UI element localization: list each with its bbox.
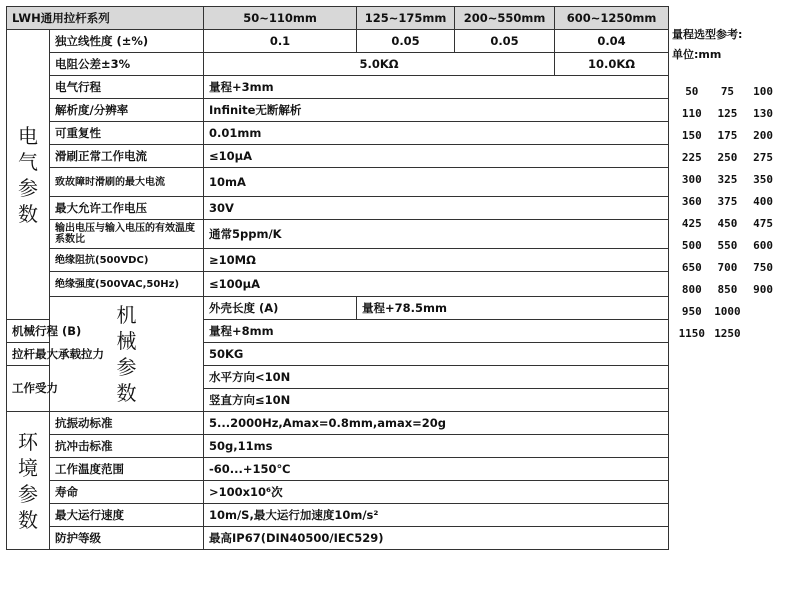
range-value: 275 [753,150,773,164]
cell-value: 0.05 [455,30,555,53]
cell-value: 水平方向<10N [204,366,669,389]
range-value: 600 [753,238,773,252]
cell-value: 10m/S,最大运行加速度10m/s² [204,504,669,527]
cell-value: 0.1 [204,30,357,53]
table-row [7,30,669,53]
range-header-2: 125~175mm [357,7,455,30]
range-value: 650 [681,260,702,274]
range-header-3: 200~550mm [455,7,555,30]
row-label: 最大运行速度 [50,504,204,527]
range-value: 800 [681,282,702,296]
row-label: 外壳长度 (A) [204,297,357,320]
row-label: 解析度/分辨率 [50,99,204,122]
range-grid [674,80,782,344]
cell-value: 量程+8mm [204,320,669,343]
range-value: 900 [753,282,773,296]
category-electrical: 电 气 参 数 [7,30,50,320]
cell-value: Infinite无断解析 [204,99,669,122]
range-value: 350 [753,172,773,186]
range-reference-unit: 单位:mm [672,48,722,61]
range-value: 110 [681,106,702,120]
range-row [674,322,782,344]
cell-value: 量程+3mm [204,76,669,99]
range-value: 250 [717,150,738,164]
range-row [674,190,782,212]
cell-value: ≤10μA [204,145,669,168]
table-row [7,168,669,197]
cell-value: 5.0KΩ [204,53,555,76]
row-label: 电阻公差±3% [50,53,204,76]
range-value: 1000 [714,304,741,318]
table-row [7,297,669,320]
cell-value: ≤100μA [204,272,669,297]
row-label: 致故障时滑刷的最大电流 [50,168,204,197]
table-row [7,197,669,220]
range-value: 75 [720,84,735,98]
range-row [674,80,782,102]
table-row [7,458,669,481]
range-value: 225 [681,150,702,164]
range-value: 750 [753,260,773,274]
range-value: 450 [717,216,738,230]
series-header: LWH通用拉杆系列 [7,7,204,30]
row-label: 绝缘阻抗(500VDC) [50,249,204,272]
table-row [7,76,669,99]
table-row [7,272,669,297]
range-value: 850 [717,282,738,296]
row-label: 寿命 [50,481,204,504]
range-value: 50 [685,84,699,98]
cell-value: 0.04 [555,30,669,53]
range-row [674,234,782,256]
row-label: 拉杆最大承载拉力 [7,343,50,366]
range-reference-title: 量程选型参考: [672,28,743,41]
category-environment: 环 境 参 数 [7,412,50,550]
range-row [674,212,782,234]
cell-value: 10.0KΩ [555,53,669,76]
row-label: 机械行程 (B) [7,320,50,343]
cell-value: 0.01mm [204,122,669,145]
range-value: 100 [753,84,773,98]
range-value: 300 [681,172,702,186]
cell-value: >100x10⁶次 [204,481,669,504]
range-row [674,168,782,190]
range-value: 325 [717,172,738,186]
range-value: 1150 [678,326,706,340]
table-row [7,220,669,249]
range-row [674,146,782,168]
cell-value: 竖直方向≤10N [204,389,669,412]
table-row [7,435,669,458]
range-value: 175 [717,128,738,142]
range-value: 475 [753,216,773,230]
cell-value: 30V [204,197,669,220]
row-label: 电气行程 [50,76,204,99]
range-header-4: 600~1250mm [555,7,669,30]
row-label: 防护等级 [50,527,204,550]
table-row [7,504,669,527]
row-label: 滑刷正常工作电流 [50,145,204,168]
range-value: 500 [681,238,702,252]
range-value: 400 [753,194,773,208]
cell-value: 10mA [204,168,669,197]
cell-value: 50KG [204,343,669,366]
cell-value: 50g,11ms [204,435,669,458]
row-label: 抗冲击标准 [50,435,204,458]
cell-value: 5...2000Hz,Amax=0.8mm,amax=20g [204,412,669,435]
row-label: 工作温度范围 [50,458,204,481]
table-row [7,412,669,435]
range-value: 700 [717,260,738,274]
table-row [7,53,669,76]
row-label: 绝缘强度(500VAC,50Hz) [50,272,204,297]
header-row [7,7,669,30]
row-label: 独立线性度 (±%) [50,30,204,53]
range-value: 950 [681,304,702,318]
row-label: 工作受力 [7,366,50,412]
range-value: 550 [717,238,738,252]
row-label: 抗振动标准 [50,412,204,435]
range-value: 130 [753,106,773,120]
range-value: 150 [681,128,702,142]
range-value: 1250 [714,326,741,340]
range-value: 375 [717,194,738,208]
range-row [674,300,782,322]
range-value: 200 [753,128,773,142]
row-label: 可重复性 [50,122,204,145]
row-label: 最大允许工作电压 [50,197,204,220]
cell-value: 最高IP67(DIN40500/IEC529) [204,527,669,550]
table-row [7,527,669,550]
range-row [674,102,782,124]
cell-value: 0.05 [357,30,455,53]
row-label: 输出电压与输入电压的有效温度系数比 [50,220,204,249]
range-reference-panel [668,6,788,588]
range-header-1: 50~110mm [204,7,357,30]
cell-value: 通常5ppm/K [204,220,669,249]
cell-value: ≥10MΩ [204,249,669,272]
range-row [674,124,782,146]
table-row [7,481,669,504]
table-row [7,145,669,168]
spec-table [6,6,669,550]
cell-value: -60...+150℃ [204,458,669,481]
category-mechanical: 机 械 参 数 [50,297,204,412]
cell-value: 量程+78.5mm [357,297,669,320]
table-row [7,122,669,145]
table-row [7,249,669,272]
range-row [674,278,782,300]
range-value: 425 [681,216,702,230]
range-value: 360 [681,194,702,208]
range-value: 125 [717,106,738,120]
range-row [674,256,782,278]
table-row [7,99,669,122]
